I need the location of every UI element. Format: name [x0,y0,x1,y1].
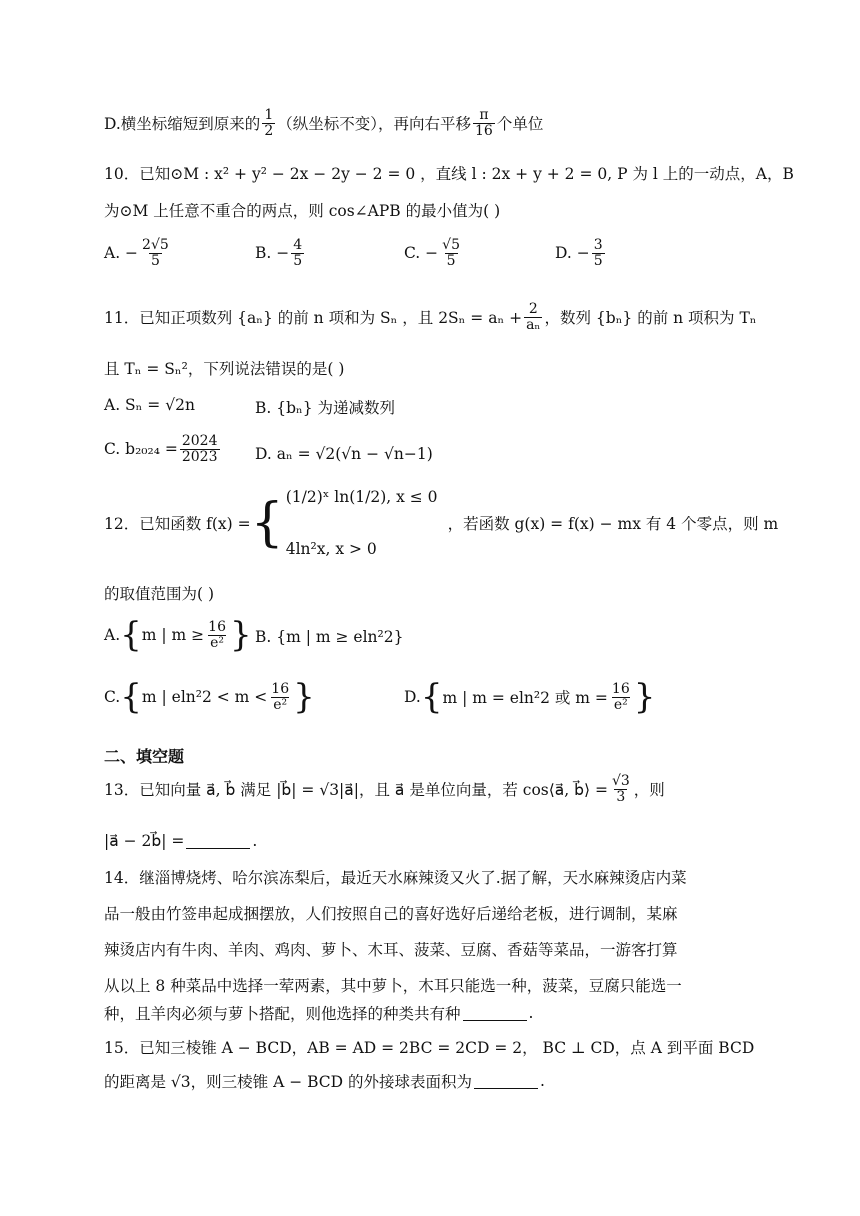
piecewise-cases [286,488,438,558]
q9d-mid: （纵坐标不变），再向右平移 [277,115,471,134]
q11-frac: $\frac{2}{\text{aₙ}}$ [526,301,541,333]
q14-line-1: 14．继淄博烧烤、哈尔滨冻梨后，最近天水麻辣烫又火了.据了解，天水麻辣烫店内菜 [104,869,687,887]
q10-option-c: C. − $\frac{√5}{5}$ [404,237,460,269]
q11-option-a: A. Sₙ = √2n [104,396,195,414]
q14-line-4: 从以上 8 种菜品中选择一荤两素，其中萝卜，木耳只能选一种，菠菜，豆腐只能选一 [104,977,682,995]
q12-stem-line1: 12．已知函数 f(x) = { (1/2)ˣ ln(1/2), x ≤ 0 4ln²x, x > 0 ，若函数 g(x) = f(x) − mx 有 4 个零点，则 m [104,488,779,558]
q13-stem-line2: |a⃗ − 2b⃗| = . [104,832,258,850]
q11-option-c: C. b₂₀₂₄ = $\frac{2024}{2023}$ [104,433,218,465]
q9d-prefix: D.横坐标缩短到原来的 [104,115,261,134]
q14-line-3: 辣烫店内有牛肉、羊肉、鸡肉、萝卜、木耳、菠菜、豆腐、香菇等菜品，一游客打算 [104,941,678,959]
q10-stem-line2: 为⊙M 上任意不重合的两点，则 cos∠APB 的最小值为( ) [104,202,501,220]
q14-line-2: 品一般由竹签串起成捆摆放，人们按照自己的喜好选好后递给老板，进行调制，某麻 [104,905,678,923]
q15-stem-line1: 15．已知三棱锥 A − BCD，AB = AD = 2BC = 2CD = 2， BC ⊥ CD，点 A 到平面 BCD [104,1039,755,1057]
q10-stem-line1: 10．已知⊙M : x² + y² − 2x − 2y − 2 = 0 ，直线 l : 2x + y + 2 = 0, P 为 l 上的一动点，A，B [104,165,794,183]
q14-line-5: 种，且羊肉必须与萝卜搭配，则他选择的种类共有种 . [104,1004,534,1023]
q11-option-b: B. {bₙ} 为递减数列 [255,399,396,417]
q11-stem-line1: 11．已知正项数列 {aₙ} 的前 n 项和为 Sₙ ，且 2Sₙ = aₙ + $\frac{2}{\text{aₙ}}$ ，数列 {bₙ} 的前 n 项积为 Tₙ [104,301,757,333]
piece-case-2: 4ln²x, x > 0 [285,540,377,558]
section-heading-fill-in: 二、填空题 [104,747,185,766]
piece-case-1: (1/2)ˣ ln(1/2), x ≤ 0 [285,488,438,506]
piecewise-brace: { [250,493,284,553]
answer-blank[interactable] [463,1006,527,1021]
q12-stem-line2: 的取值范围为( ) [104,585,215,603]
q12-option-b: B. {m | m ≥ eln²2} [255,628,404,646]
q13-stem-line1: 13．已知向量 a⃗, b⃗ 满足 |b⃗| = √3|a⃗|，且 a⃗ 是单位向量，若 cos⟨a⃗, b⃗⟩ = $\frac{√3}{3}$ ，则 [104,773,665,805]
q10-option-a: A. − $\frac{2√5}{5}$ [104,237,169,269]
q11-option-d: D. aₙ = √2(√n − √n−1) [255,445,433,463]
q11-stem-line2: 且 Tₙ = Sₙ²，下列说法错误的是( ) [104,360,345,378]
q12-option-d: D. { m | m = eln²2 或 m = $\frac{16}{\text{e²}}$ } [404,677,656,717]
q9d-frac-half: $\frac{1}{2}$ [264,107,274,139]
answer-blank[interactable] [474,1074,538,1089]
q10-option-d: D. − $\frac{3}{5}$ [555,237,603,269]
q10-option-b: B. − $\frac{4}{5}$ [255,237,303,269]
q12-option-a: A. { m | m ≥ $\frac{16}{\text{e²}}$ } [104,615,252,655]
answer-blank[interactable] [186,834,250,849]
q15-stem-line2: 的距离是 √3，则三棱锥 A − BCD 的外接球表面积为 . [104,1072,545,1091]
q9d-suffix: 个单位 [496,115,544,134]
q12-option-c: C. { m | eln²2 < m < $\frac{16}{\text{e²}}$ } [104,677,315,717]
q9d-frac-pi16: $\frac{\pi}{16}$ [475,107,493,139]
q9-option-d [104,108,543,138]
q13-frac: $\frac{√3}{3}$ [611,773,630,805]
